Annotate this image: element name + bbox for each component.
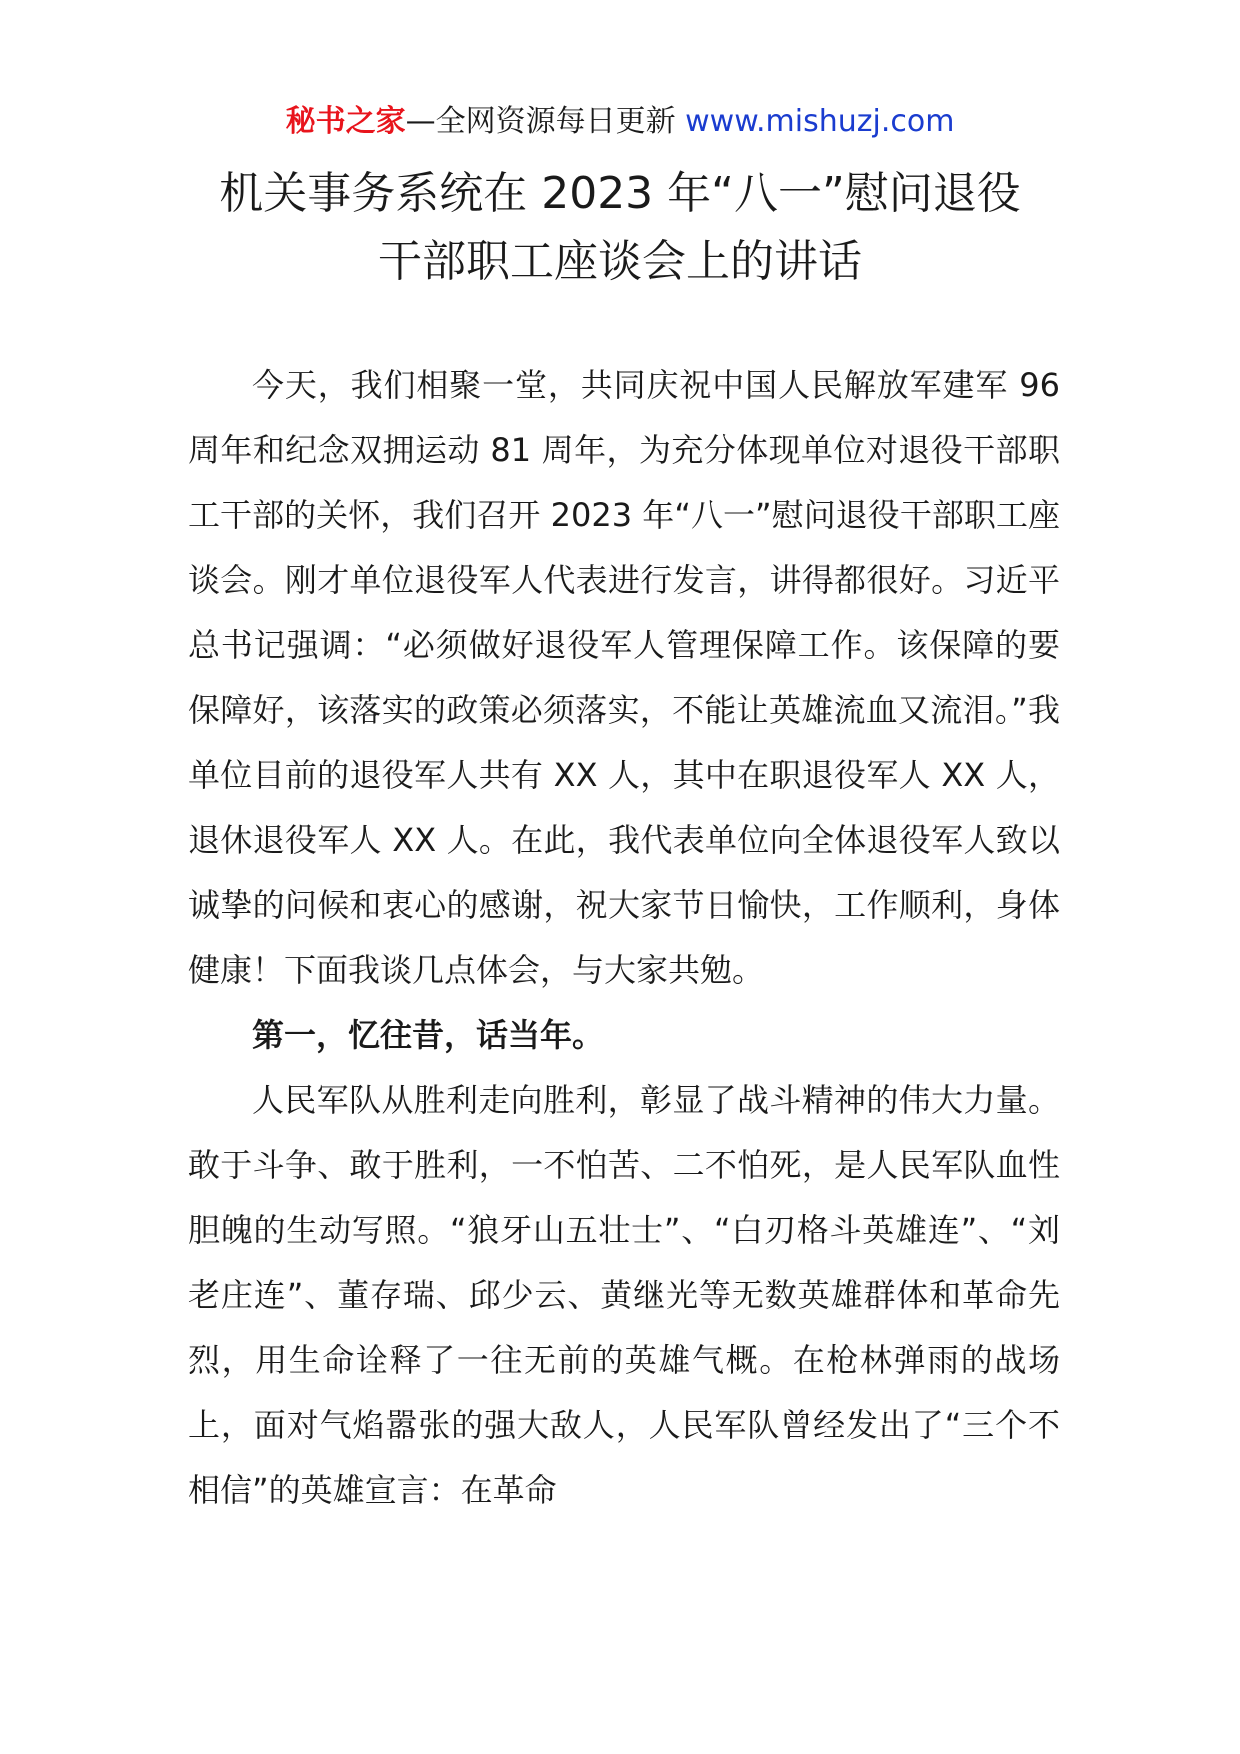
document-title <box>100 160 1140 296</box>
document-body <box>188 353 1060 1523</box>
site-url-link[interactable]: www.mishuzj.com <box>685 104 955 139</box>
title-line-2: 干部职工座谈会上的讲话 <box>378 236 862 287</box>
site-header <box>0 100 1240 144</box>
paragraph-intro: 今天，我们相聚一堂，共同庆祝中国人民解放军建军 96 周年和纪念双拥运动 81 周年，为充分体现单位对退役干部职工干部的关怀，我们召开 2023 年“八一”慰问退役干部职工座谈会。刚才单位退役军人代表进行发言，讲得都很好。习近平总书记强调：“必须做好退役军人管理保障工作。该保障的要保障好，该落实的政策必须落实，不能让英雄流血又流泪。”我单位目前的退役军人共有 XX 人，其中在职退役军人 XX 人，退休退役军人 XX 人。在此，我代表单位向全体退役军人致以诚挚的问候和衷心的感谢，祝大家节日愉快，工作顺利，身体健康！下面我谈几点体会，与大家共勉。 <box>188 366 1060 989</box>
paragraph-history: 人民军队从胜利走向胜利，彰显了战斗精神的伟大力量。敢于斗争、敢于胜利，一不怕苦、二不怕死，是人民军队血性胆魄的生动写照。“狼牙山五壮士”、“白刃格斗英雄连”、“刘老庄连”、董存瑞、邱少云、黄继光等无数英雄群体和革命先烈，用生命诠释了一往无前的英雄气概。在枪林弹雨的战场上，面对气焰嚣张的强大敌人，人民军队曾经发出了“三个不相信”的英雄宣言：在革命 <box>188 1081 1060 1509</box>
brand-name: 秘书之家 <box>285 104 406 139</box>
header-slogan: —全网资源每日更新 <box>405 104 686 139</box>
section-heading-1: 第一，忆往昔，话当年。 <box>252 1016 605 1054</box>
title-line-1: 机关事务系统在 2023 年“八一”慰问退役 <box>219 168 1021 219</box>
